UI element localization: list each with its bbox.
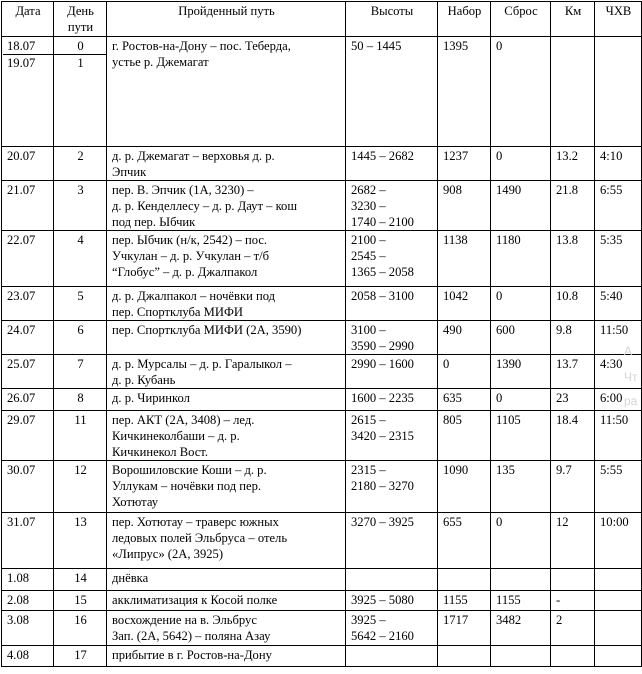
cell-day [54, 646, 107, 667]
table-body [2, 37, 642, 667]
cell-descent [491, 389, 551, 411]
cell-heights [346, 181, 438, 231]
heights-line: 1740 – 2100 [351, 215, 414, 229]
day-value: 15 [74, 593, 87, 607]
ascent-value: 1042 [443, 289, 469, 303]
cell-heights [346, 569, 438, 591]
date-value-second: 19.07 [7, 56, 36, 70]
header-date: Дата [2, 2, 54, 37]
time-value: 6:00 [600, 391, 623, 405]
header-day-line1: День [67, 4, 94, 18]
table-row [2, 646, 642, 667]
cell-date [2, 591, 54, 611]
cell-heights [346, 37, 438, 147]
date-value: 29.07 [7, 413, 36, 427]
day-value: 3 [77, 183, 84, 197]
table-row [2, 591, 642, 611]
date-value: 2.08 [7, 593, 30, 607]
cell-day [54, 287, 107, 321]
route-line: Учкулан – д. р. Учкулан – т/б [112, 249, 269, 263]
date-value: 4.08 [7, 648, 30, 662]
header-day-line2: пути [67, 20, 94, 34]
day-value: 8 [77, 391, 84, 405]
cell-time [595, 181, 642, 231]
cell-ascent [438, 591, 491, 611]
cell-day [54, 569, 107, 591]
cell-time [595, 646, 642, 667]
km-value: 23 [556, 391, 569, 405]
route-line: под пер. Ыбчик [112, 215, 196, 229]
time-value: 4:30 [600, 357, 623, 371]
table-row [2, 411, 642, 461]
heights-line: 5642 – 2160 [351, 629, 414, 643]
cell-day [54, 181, 107, 231]
heights-line: 2990 – 1600 [351, 357, 414, 371]
route-line: Эпчик [112, 165, 147, 179]
cell-heights [346, 611, 438, 646]
cell-day [54, 411, 107, 461]
time-value: 5:35 [600, 233, 623, 247]
cell-heights [346, 411, 438, 461]
ascent-value: 1155 [443, 593, 468, 607]
route-line: пер. АКТ (2А, 3408) – лед. [112, 413, 255, 427]
cell-descent [491, 569, 551, 591]
time-value: 10:00 [600, 515, 629, 529]
heights-line: 2058 – 3100 [351, 289, 414, 303]
day-value: 2 [77, 149, 84, 163]
cell-time [595, 147, 642, 181]
watermark-text-1: А [624, 344, 633, 358]
descent-value: 0 [496, 289, 503, 303]
day-value: 0 [54, 38, 106, 55]
heights-line: 3925 – 5080 [351, 593, 414, 607]
cell-time [595, 321, 642, 355]
time-value: 11:50 [600, 323, 629, 337]
ascent-value: 0 [443, 357, 450, 371]
date-value: 20.07 [7, 149, 36, 163]
cell-ascent [438, 513, 491, 569]
table-row [2, 389, 642, 411]
route-line: пер. Ыбчик (н/к, 2542) – пос. [112, 233, 268, 247]
day-value-second: 1 [77, 56, 84, 70]
cell-ascent [438, 461, 491, 513]
heights-line: 3270 – 3925 [351, 515, 414, 529]
cell-date [2, 411, 54, 461]
cell-route [107, 611, 346, 646]
cell-day [54, 355, 107, 389]
km-value: 12 [556, 515, 569, 529]
cell-km [551, 611, 595, 646]
cell-route [107, 513, 346, 569]
cell-ascent [438, 181, 491, 231]
route-line: пер. Хотютау – траверс южных [112, 515, 279, 529]
descent-value: 1180 [496, 233, 521, 247]
heights-line: 3100 – [351, 323, 386, 337]
ascent-value: 1717 [443, 613, 469, 627]
cell-route [107, 389, 346, 411]
cell-heights [346, 646, 438, 667]
km-value: 13.8 [556, 233, 579, 247]
km-value: 13.2 [556, 149, 579, 163]
day-value: 6 [77, 323, 84, 337]
descent-value: 1390 [496, 357, 522, 371]
cell-descent [491, 321, 551, 355]
descent-value: 135 [496, 463, 515, 477]
time-value: 5:55 [600, 463, 623, 477]
cell-descent [491, 461, 551, 513]
cell-km [551, 411, 595, 461]
cell-route [107, 646, 346, 667]
descent-value: 3482 [496, 613, 522, 627]
heights-line: 3925 – [351, 613, 386, 627]
time-value: 5:40 [600, 289, 623, 303]
ascent-value: 1090 [443, 463, 469, 477]
heights-line: 2100 – [351, 233, 386, 247]
route-line: д. р. Кенделлесу – д. р. Даут – кош [112, 199, 298, 213]
cell-date [2, 321, 54, 355]
table-row [2, 231, 642, 287]
ascent-value: 655 [443, 515, 462, 529]
descent-value: 0 [496, 515, 503, 529]
cell-ascent [438, 411, 491, 461]
descent-value: 0 [496, 149, 503, 163]
cell-route [107, 591, 346, 611]
cell-descent [491, 181, 551, 231]
ascent-value: 805 [443, 413, 462, 427]
cell-date [2, 611, 54, 646]
date-value: 23.07 [7, 289, 36, 303]
table-row [2, 147, 642, 181]
km-value: 13.7 [556, 357, 579, 371]
heights-line: 2615 – [351, 413, 386, 427]
cell-day [54, 231, 107, 287]
cell-heights [346, 513, 438, 569]
date-value: 24.07 [7, 323, 36, 337]
cell-ascent [438, 355, 491, 389]
table-row [2, 513, 642, 569]
route-line: Ворошиловские Коши – д. р. [112, 463, 267, 477]
cell-km [551, 389, 595, 411]
ascent-value: 1237 [443, 149, 469, 163]
km-value: 9.8 [556, 323, 572, 337]
descent-value: 0 [496, 39, 503, 53]
cell-ascent [438, 321, 491, 355]
table-row [2, 181, 642, 231]
cell-heights [346, 355, 438, 389]
table-row [2, 611, 642, 646]
cell-descent [491, 646, 551, 667]
cell-day [54, 591, 107, 611]
header-route: Пройденный путь [107, 2, 346, 37]
date-value: 18.07 [3, 38, 53, 55]
cell-descent [491, 611, 551, 646]
route-line: прибытие в г. Ростов-на-Дону [112, 648, 272, 662]
cell-route [107, 569, 346, 591]
cell-time [595, 411, 642, 461]
cell-km [551, 569, 595, 591]
cell-descent [491, 287, 551, 321]
descent-value: 0 [496, 391, 503, 405]
date-value: 1.08 [7, 571, 30, 585]
cell-route [107, 321, 346, 355]
heights-line: 50 – 1445 [351, 39, 402, 53]
km-value: 10.8 [556, 289, 579, 303]
cell-km [551, 461, 595, 513]
cell-time [595, 461, 642, 513]
heights-line: 3230 – [351, 199, 386, 213]
cell-km [551, 287, 595, 321]
heights-line: 1600 – 2235 [351, 391, 414, 405]
cell-route [107, 461, 346, 513]
route-line: “Глобус” – д. р. Джалпакол [112, 265, 258, 279]
ascent-value: 1138 [443, 233, 468, 247]
km-value: 9.7 [556, 463, 572, 477]
route-line: г. Ростов-на-Дону – пос. Теберда, [112, 39, 291, 53]
header-row [2, 2, 642, 37]
day-value: 17 [74, 648, 87, 662]
route-line: д. р. Чиринкол [112, 391, 190, 405]
header-km: Км [551, 2, 595, 37]
cell-ascent [438, 37, 491, 147]
cell-km [551, 513, 595, 569]
cell-km [551, 321, 595, 355]
route-line: ледовых полей Эльбруса – отель [112, 531, 288, 545]
route-line: «Липрус» (2А, 3925) [112, 547, 224, 561]
cell-route [107, 411, 346, 461]
watermark-text-2: Чт [624, 370, 638, 384]
cell-descent [491, 37, 551, 147]
date-value: 25.07 [7, 357, 36, 371]
route-line: Уллукам – ночёвки под пер. [112, 479, 262, 493]
day-value: 13 [74, 515, 87, 529]
cell-route [107, 355, 346, 389]
table-row [2, 287, 642, 321]
cell-ascent [438, 569, 491, 591]
cell-km [551, 147, 595, 181]
route-line: восхождение на в. Эльбрус [112, 613, 257, 627]
ascent-value: 635 [443, 391, 462, 405]
route-line: устье р. Джемагат [112, 55, 209, 69]
route-line: д. р. Джалпакол – ночёвки под [112, 289, 276, 303]
table-row [2, 569, 642, 591]
cell-time [595, 37, 642, 147]
km-value: - [556, 593, 561, 607]
cell-day [54, 461, 107, 513]
ascent-value: 908 [443, 183, 462, 197]
route-line: Кичкинекол Вост. [112, 445, 209, 459]
header-ascent: Набор [438, 2, 491, 37]
descent-value: 1490 [496, 183, 522, 197]
day-value: 7 [77, 357, 84, 371]
cell-ascent [438, 147, 491, 181]
cell-ascent [438, 611, 491, 646]
cell-km [551, 181, 595, 231]
cell-time [595, 513, 642, 569]
cell-date [2, 513, 54, 569]
route-line: пер. Спортклуба МИФИ (2А, 3590) [112, 323, 302, 337]
cell-route [107, 37, 346, 147]
heights-line: 3590 – 2990 [351, 339, 414, 353]
header-day [54, 2, 107, 37]
cell-km [551, 591, 595, 611]
cell-date [2, 147, 54, 181]
day-value: 12 [74, 463, 87, 477]
date-value: 26.07 [7, 391, 36, 405]
heights-line: 2682 – [351, 183, 386, 197]
cell-ascent [438, 646, 491, 667]
route-line: д. р. Мурсалы – д. р. Гаралыкол – [112, 357, 292, 371]
route-line: пер. Спортклуба МИФИ [112, 305, 244, 319]
km-value: 18.4 [556, 413, 579, 427]
cell-ascent [438, 389, 491, 411]
table-row [2, 37, 642, 147]
cell-date [2, 287, 54, 321]
cell-date [2, 461, 54, 513]
route-line: д. р. Джемагат – верховья д. р. [112, 149, 275, 163]
cell-descent [491, 355, 551, 389]
cell-time [595, 569, 642, 591]
route-line: д. р. Кубань [112, 373, 176, 387]
header-time: ЧХВ [595, 2, 642, 37]
cell-descent [491, 147, 551, 181]
cell-date [2, 646, 54, 667]
cell-heights [346, 461, 438, 513]
heights-line: 3420 – 2315 [351, 429, 414, 443]
ascent-value: 490 [443, 323, 462, 337]
day-value: 5 [77, 289, 84, 303]
cell-descent [491, 513, 551, 569]
cell-time [595, 591, 642, 611]
cell-km [551, 355, 595, 389]
km-value: 2 [556, 613, 563, 627]
cell-day [54, 321, 107, 355]
cell-heights [346, 147, 438, 181]
ascent-value: 1395 [443, 39, 469, 53]
heights-line: 1445 – 2682 [351, 149, 414, 163]
descent-value: 1105 [496, 413, 521, 427]
cell-day [54, 37, 107, 147]
time-value: 11:50 [600, 413, 629, 427]
heights-line: 2315 – [351, 463, 386, 477]
day-value: 14 [74, 571, 87, 585]
table-row [2, 321, 642, 355]
cell-km [551, 231, 595, 287]
route-line: днёвка [112, 571, 149, 585]
cell-route [107, 287, 346, 321]
cell-km [551, 37, 595, 147]
route-line: акклиматизация к Косой полке [112, 593, 278, 607]
date-value: 30.07 [7, 463, 36, 477]
cell-day [54, 611, 107, 646]
date-value: 22.07 [7, 233, 36, 247]
table-row [2, 355, 642, 389]
route-line: Хотютау [112, 495, 159, 509]
cell-route [107, 147, 346, 181]
cell-date [2, 569, 54, 591]
day-value: 4 [77, 233, 84, 247]
cell-date [2, 181, 54, 231]
heights-line: 1365 – 2058 [351, 265, 414, 279]
cell-date [2, 355, 54, 389]
cell-heights [346, 231, 438, 287]
cell-day [54, 147, 107, 181]
cell-date [2, 231, 54, 287]
cell-date [2, 389, 54, 411]
km-value: 21.8 [556, 183, 579, 197]
cell-heights [346, 389, 438, 411]
time-value: 4:10 [600, 149, 623, 163]
cell-heights [346, 591, 438, 611]
route-line: Кичкинеколбаши – д. р. [112, 429, 240, 443]
cell-ascent [438, 231, 491, 287]
descent-value: 1155 [496, 593, 521, 607]
day-value: 11 [74, 413, 87, 427]
header-heights: Высоты [346, 2, 438, 37]
cell-day [54, 513, 107, 569]
date-value: 21.07 [7, 183, 36, 197]
date-value: 3.08 [7, 613, 30, 627]
cell-day [54, 389, 107, 411]
descent-value: 600 [496, 323, 515, 337]
cell-date [2, 37, 54, 147]
cell-descent [491, 411, 551, 461]
route-table [1, 1, 642, 667]
day-value: 16 [74, 613, 87, 627]
cell-descent [491, 231, 551, 287]
time-value: 6:55 [600, 183, 623, 197]
route-line: Зап. (2А, 5642) – поляна Азау [112, 629, 271, 643]
cell-descent [491, 591, 551, 611]
heights-line: 2545 – [351, 249, 386, 263]
header-descent: Сброс [491, 2, 551, 37]
date-value: 31.07 [7, 515, 36, 529]
route-line: пер. В. Эпчик (1А, 3230) – [112, 183, 254, 197]
heights-line: 2180 – 3270 [351, 479, 414, 493]
cell-ascent [438, 287, 491, 321]
cell-heights [346, 321, 438, 355]
table-row [2, 461, 642, 513]
cell-time [595, 231, 642, 287]
cell-route [107, 231, 346, 287]
cell-km [551, 646, 595, 667]
cell-heights [346, 287, 438, 321]
watermark-text-3: ра [624, 394, 638, 408]
cell-time [595, 611, 642, 646]
cell-route [107, 181, 346, 231]
cell-time [595, 287, 642, 321]
